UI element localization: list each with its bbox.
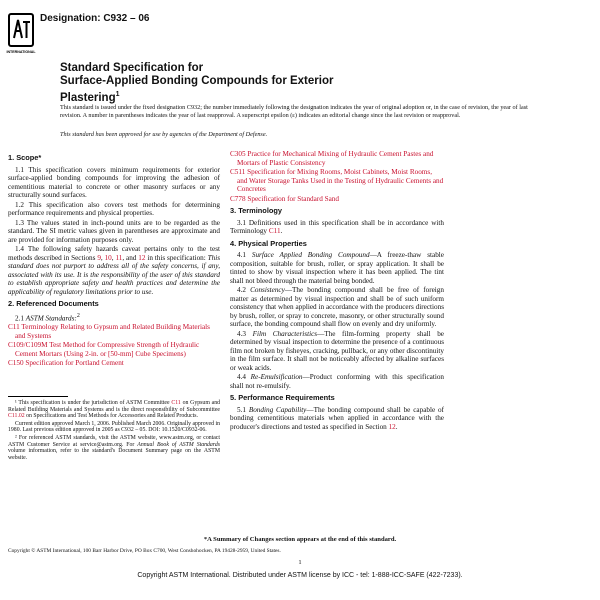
footnote-divider — [8, 396, 68, 397]
ref-link-c150[interactable]: C150 — [8, 359, 24, 368]
safety-caveat: This standard does not purport to address all of the safety concerns, if any, associated with its use. It is the responsibility of the user of this standard to establish appropriate safety and health practices and determine the applicability of regulatory limitations prior to use. — [8, 253, 221, 296]
ref-c778 — [230, 195, 444, 204]
num: 4.2 — [237, 286, 251, 294]
designation: Designation: C932 – 06 — [40, 13, 150, 24]
sep: , and — [122, 253, 139, 262]
section-link-12[interactable]: 12 — [138, 253, 146, 262]
scope-1-3: 1.3 The values stated in inch-pound units are to be regarded as the standard. The SI metric values given in parentheses are approximate and are provided for information purposes only. — [8, 218, 220, 244]
num: 4.4 — [237, 373, 251, 381]
licence-footer: Copyright ASTM International. Distributed under ASTM license by ICC - tel: 1-888-ICC-SAFE (422-7233). — [137, 572, 463, 579]
physical-4-2 — [230, 286, 444, 329]
physical-4-1 — [230, 251, 444, 285]
ref-title-c305[interactable]: Practice for Mechanical Mixing of Hydraulic Cement Pastes and Mortars of Plastic Consistency — [237, 150, 434, 167]
ref-link-c778[interactable]: C778 — [230, 194, 246, 203]
ref-title-c11[interactable]: Terminology Relating to Gypsum and Related Building Materials and Systems — [15, 323, 210, 340]
physical-4-3 — [230, 330, 444, 373]
ref-title-c511[interactable]: Specification for Mixing Rooms, Moist Cabinets, Moist Rooms, and Water Storage Tanks Used in the Testing of Hydraulic Cements and Concretes — [237, 168, 444, 193]
physical-properties-heading: 4. Physical Properties — [230, 238, 307, 248]
scope-1-4-text: 1.4 The following safety hazards caveat pertains only to the test methods described in Sections — [8, 245, 220, 262]
footnote-2-text: ² For referenced ASTM standards, visit the ASTM website, www.astm.org, or contact ASTM Customer Service at service@astm.org. For — [8, 434, 220, 448]
terminology-heading: 3. Terminology — [230, 206, 283, 215]
term: Consistency — [250, 286, 285, 294]
title-line-3 — [60, 88, 490, 105]
ref-title-c150[interactable]: Specification for Portland Cement — [25, 359, 124, 368]
title-line-2: Surface-Applied Bonding Compounds for Exterior — [60, 75, 334, 87]
refs-footnote-marker: 2 — [76, 312, 80, 319]
ref-title-c109[interactable]: Test Method for Compressive Strength of Hydraulic Cement Mortars (Using 2-in. or [50-mm] Cube Specimens) — [15, 341, 200, 358]
term: Surface Applied Bonding Compound — [251, 251, 370, 259]
ref-c11 — [8, 323, 220, 340]
astm-logo-icon — [6, 12, 36, 56]
text: —The bonding compound shall be free of foreign matter as determined by visual inspection and shall be of such uniform consistency that when applied in accordance with the producers directions by brush, roller, or spray to concrete, masonry, or other structurally sound surface, the bonding compound shall flow on evenly and dry uniformly. — [230, 286, 444, 328]
sep: , — [111, 253, 116, 262]
ref-c511 — [230, 168, 444, 194]
refs-intro-num: 2.1 — [15, 313, 26, 322]
ref-c305 — [230, 150, 444, 167]
num: 4.3 — [237, 329, 253, 338]
footnote-1 — [8, 400, 220, 420]
summary-of-changes-note: *A Summary of Changes section appears at the end of this standard. — [203, 536, 397, 543]
dod-notice: This standard has been approved for use by agencies of the Department of Defense. — [60, 131, 268, 138]
footnote-1-text3: on Specifications and Test Methods for Accessories and Related Products. — [24, 413, 198, 420]
ref-c150 — [8, 359, 220, 368]
footnote-2-italic: Annual Book of ASTM Standards — [137, 441, 220, 448]
refs-intro — [8, 312, 220, 323]
scope-1-4-text2: in this specification: — [145, 253, 208, 262]
title-line-1: Standard Specification for — [60, 62, 204, 74]
ref-link-c305[interactable]: C305 — [230, 150, 246, 158]
term: Bonding Capability — [248, 405, 307, 414]
footnotes — [8, 396, 220, 462]
footnote-2-text2: volume information, refer to the standard's Document Summary page on the ASTM website. — [8, 448, 220, 461]
num: 5.1 — [237, 405, 249, 414]
scope-heading: 1. Scope* — [8, 153, 42, 162]
right-column — [230, 150, 444, 432]
document-title — [60, 62, 490, 105]
num: 4.1 — [237, 251, 252, 259]
referenced-documents-heading: 2. Referenced Documents — [8, 299, 99, 308]
text: —A freeze-thaw stable composition, suitable for brush, roller, or spray application. It shall be tinted to show by visual inspection where it has been applied. The tint shall not bleed through the material being bonded. — [230, 251, 444, 285]
ref-c109 — [8, 341, 220, 358]
ref-title-c778[interactable]: Specification for Standard Sand — [247, 194, 339, 203]
footnote-2 — [8, 435, 220, 461]
footnote-1-edition: Current edition approved March 1, 2006. Published March 2006. Originally approved in 1980. Last previous edition approved in 2005 as C932 – 05. DOI: 10.1520/C0932-06. — [8, 420, 220, 434]
scope-1-4 — [8, 245, 220, 296]
text: —The film-forming property shall be determined by visual inspection to determine the presence of a continuous film not broken by fisheyes, cracking, pullback, or any other discontinuity in the film surface. It shall not be noticeably affected by alkaline surfaces or weak acids. — [230, 329, 444, 372]
copyright-line: Copyright © ASTM International, 100 Barr Harbor Drive, PO Box C700, West Conshohocken, PA 19428-2959, United States. — [8, 548, 281, 554]
section-link-11[interactable]: 11 — [115, 253, 123, 262]
subcommittee-link-c11-02[interactable]: C11.02 — [8, 413, 25, 420]
section-link-9[interactable]: 9 — [97, 253, 101, 262]
section-link-10[interactable]: 10 — [104, 253, 112, 262]
page-number: 1 — [298, 559, 302, 566]
title-footnote-marker: 1 — [115, 91, 120, 98]
text: —Product conforming with this specification shall not re-emulsify. — [230, 373, 445, 390]
term: Re-Emulsification — [250, 373, 303, 381]
physical-4-4 — [230, 373, 444, 390]
ref-link-c109[interactable]: C109/C109M — [8, 341, 48, 350]
end: . — [395, 422, 398, 431]
section-link-12[interactable]: 12 — [388, 422, 396, 431]
issuance-notice: This standard is issued under the fixed designation C932; the number immediately following the designation indicates the year of original adoption or, in the case of revision, the year of last revision. A number in parentheses indicates the year of last reapproval. A superscript epsilon (ε) indicates an editorial change since the last revision or reapproval. — [60, 104, 528, 119]
footnote-1-text2: on Gypsum and Related Building Materials and Systems and is the direct responsibility of Subcommittee — [8, 400, 220, 413]
left-column — [8, 150, 220, 369]
terminology-end: . — [280, 227, 283, 235]
performance-heading: 5. Performance Requirements — [230, 393, 335, 402]
text: —The bonding compound shall be capable of bonding cementitious materials when applied in accordance with the producer's directions and tested as specified in Section — [230, 405, 444, 431]
performance-5-1 — [230, 406, 444, 432]
terminology-text: 3.1 Definitions used in this specification shall be in accordance with Terminology — [230, 218, 444, 235]
ref-link-c511[interactable]: C511 — [230, 168, 246, 176]
footnote-1-text: ¹ This specification is under the jurisdiction of ASTM Committee — [15, 400, 172, 406]
committee-link-c11[interactable]: C11 — [171, 400, 181, 406]
ref-link-c11[interactable]: C11 — [8, 323, 20, 332]
scope-1-2: 1.2 This specification also covers test methods for determining performance requirements and physical properties. — [8, 200, 220, 217]
terminology-link-c11[interactable]: C11 — [268, 227, 281, 235]
sep: , — [100, 253, 105, 262]
scope-1-1: 1.1 This specification covers minimum requirements for exterior surface-applied bonding compounds for improving the adhesion of cementitious material to concrete or other masonry surfaces or any structurally sound surfaces. — [8, 165, 220, 199]
logo-text: INTERNATIONAL — [6, 50, 36, 54]
refs-intro-italic: ASTM Standards: — [25, 313, 77, 322]
title-line-3-text: Plastering — [60, 91, 116, 104]
terminology-3-1 — [230, 219, 444, 236]
term: Film Characteristics — [252, 329, 318, 338]
